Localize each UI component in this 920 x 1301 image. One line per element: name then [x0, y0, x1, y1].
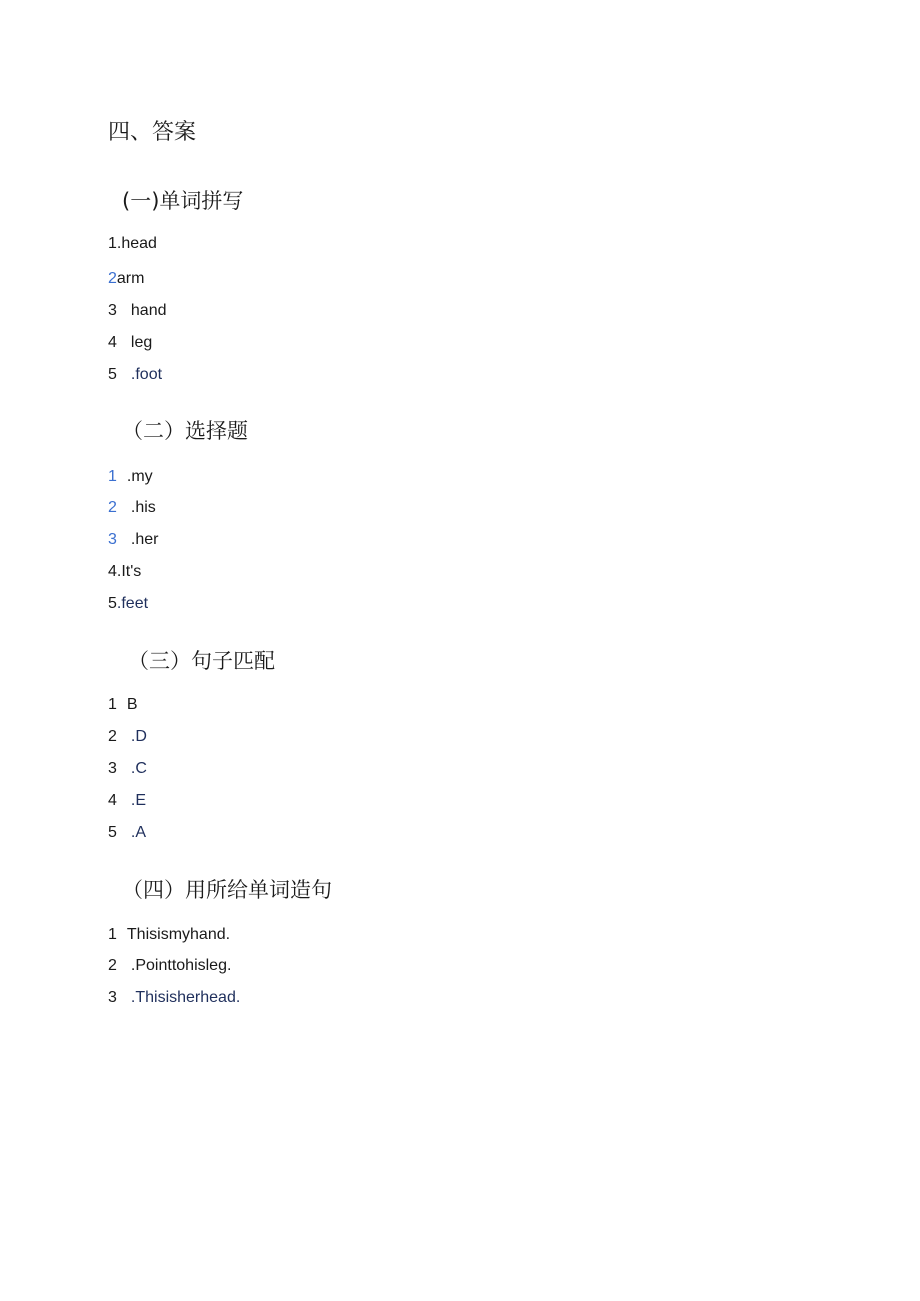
- list-item: [108, 529, 158, 551]
- item-number: 1: [108, 468, 117, 485]
- item-number: 2: [108, 270, 117, 287]
- item-answer: .C: [130, 760, 147, 777]
- item-answer: .E: [130, 792, 147, 809]
- item-answer: .head: [116, 235, 157, 252]
- item-answer: .her: [130, 531, 159, 548]
- item-answer: arm: [116, 270, 145, 287]
- section-heading-multiple-choice: （二）选择题: [122, 419, 248, 443]
- item-answer: B: [126, 696, 138, 713]
- list-item: [108, 561, 141, 583]
- item-answer: .feet: [116, 595, 149, 612]
- item-number: 4: [108, 334, 117, 351]
- list-item: [108, 955, 231, 977]
- list-item: [108, 364, 162, 386]
- item-number: 3: [108, 531, 117, 548]
- item-answer: .It's: [116, 563, 142, 580]
- item-number: 5: [108, 595, 117, 612]
- item-answer: .A: [130, 824, 147, 841]
- list-item: [108, 822, 146, 844]
- item-number: 5: [108, 824, 117, 841]
- item-number: 2: [108, 957, 117, 974]
- item-answer: .Pointtohisleg.: [130, 957, 232, 974]
- item-number: 1: [108, 696, 117, 713]
- list-item: [108, 466, 153, 488]
- item-number: 3: [108, 302, 117, 319]
- list-item: [108, 694, 138, 716]
- item-answer: Thisismyhand.: [126, 926, 231, 943]
- list-item: [108, 233, 157, 255]
- section-heading-word-spelling: (一)单词拼写: [122, 189, 244, 213]
- list-item: [108, 987, 240, 1009]
- section-heading-sentence-matching: （三）句子匹配: [128, 649, 275, 673]
- list-item: [108, 300, 167, 322]
- item-number: 3: [108, 760, 117, 777]
- item-number: 1: [108, 235, 117, 252]
- item-answer: hand: [130, 302, 167, 319]
- item-number: 2: [108, 728, 117, 745]
- list-item: [108, 790, 146, 812]
- list-item: [108, 593, 148, 615]
- item-number: 2: [108, 499, 117, 516]
- list-item: [108, 268, 144, 290]
- list-item: [108, 758, 147, 780]
- item-number: 3: [108, 989, 117, 1006]
- item-number: 4: [108, 792, 117, 809]
- item-answer: .his: [130, 499, 156, 516]
- item-answer: .D: [130, 728, 147, 745]
- list-item: [108, 332, 152, 354]
- item-answer: .my: [126, 468, 153, 485]
- section-heading-sentence-making: （四）用所给单词造句: [122, 878, 332, 902]
- list-item: [108, 924, 230, 946]
- item-number: 4: [108, 563, 117, 580]
- list-item: [108, 726, 147, 748]
- item-number: 5: [108, 366, 117, 383]
- page-title: 四、答案: [108, 120, 197, 145]
- item-answer: .foot: [130, 366, 163, 383]
- item-answer: leg: [130, 334, 153, 351]
- item-number: 1: [108, 926, 117, 943]
- list-item: [108, 497, 156, 519]
- item-answer: .Thisisherhead.: [130, 989, 241, 1006]
